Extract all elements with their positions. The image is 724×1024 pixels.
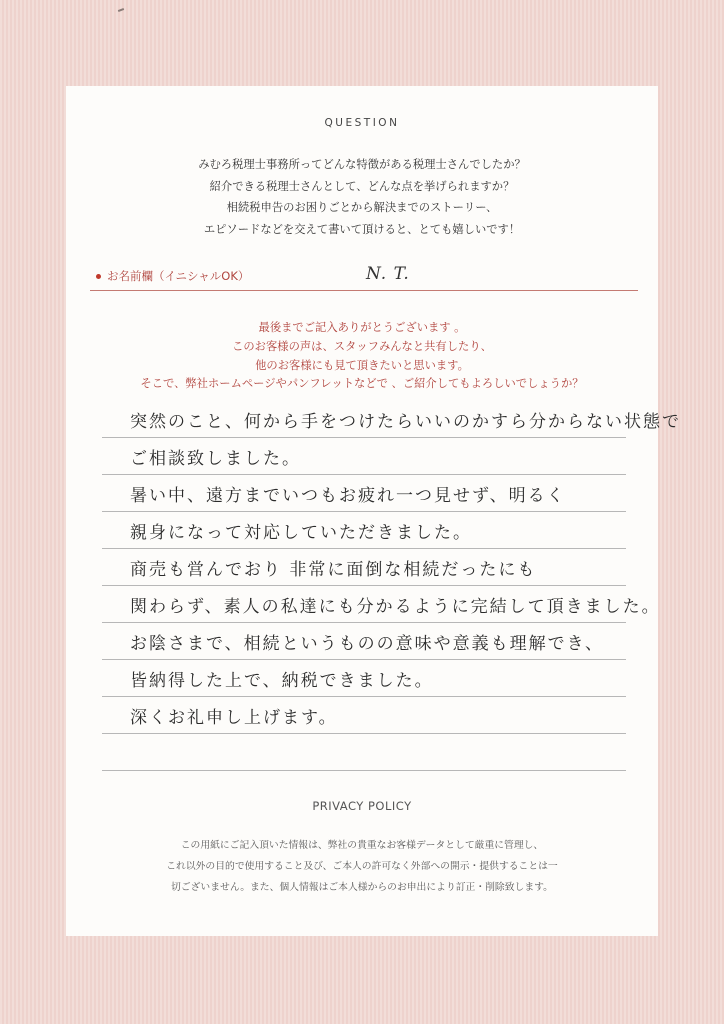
- privacy-policy-title: PRIVACY POLICY: [312, 799, 412, 813]
- answer-line-text: 皆納得した上で、納税できました。: [130, 671, 434, 691]
- thanks-line: 最後までご記入ありがとうございます 。: [258, 321, 466, 334]
- thanks-line: そこで、弊社ホームページやパンフレットなどで 、ご紹介してもよろしいでしょうか？: [140, 377, 584, 391]
- answer-line-text: ご相談致しました。: [130, 449, 301, 469]
- answer-line: [102, 660, 626, 697]
- intro-line: みむろ税理士事務所ってどんな特徴がある税理士さんでしたか？: [198, 158, 526, 171]
- bullet-icon: [96, 274, 101, 279]
- privacy-line: 切ございません。また、個人情報はご本人様からのお申出により訂正・削除致します。: [171, 882, 553, 893]
- answer-line-text: 突然のこと、何から手をつけたらいいのかすら分からない状態で: [130, 412, 681, 432]
- privacy-line: これ以外の目的で使用すること及び、ご本人の許可なく外部への開示・提供することは一: [166, 861, 558, 872]
- thanks-line: このお客様の声は、スタッフみんなと共有したり、: [232, 339, 492, 353]
- privacy-policy-text: [66, 835, 658, 898]
- scan-speck: [118, 8, 124, 12]
- answer-line: [102, 512, 626, 549]
- name-field-row: [90, 264, 638, 291]
- answer-line: [102, 403, 681, 438]
- thanks-message: [66, 319, 658, 394]
- intro-line: 相続税申告のお困りごとから解決までのストーリー、: [226, 201, 498, 214]
- answer-line-text: 関わらず、素人の私達にも分かるように完結して頂きました。: [130, 597, 661, 617]
- questionnaire-sheet: [66, 86, 681, 936]
- privacy-line: この用紙にご記入頂いた情報は、弊社の貴重なお客様データとして厳重に管理し、: [180, 840, 544, 851]
- intro-line: 紹介できる税理士さんとして、どんな点を挙げられますか？: [209, 179, 515, 193]
- name-field-label: [96, 268, 249, 284]
- answer-line: [102, 586, 661, 623]
- thanks-line: 他のお客様にも見て頂きたいと思います。: [255, 358, 469, 372]
- answer-line-text: 深くお礼申し上げます。: [130, 708, 338, 728]
- name-field-label-text: お名前欄（イニシャルOK）: [107, 269, 250, 283]
- answer-line-text: お陰さまで、相続というものの意味や意義も理解でき、: [130, 634, 604, 654]
- answer-line: [102, 734, 626, 771]
- answer-line: [102, 697, 626, 734]
- answer-line-text: 親身になって対応していただきました。: [130, 523, 472, 543]
- name-field-value: N. T.: [366, 264, 410, 284]
- question-intro: [66, 154, 658, 240]
- answer-line: [102, 438, 626, 475]
- intro-line: エピソードなどを交えて書いて頂けると、とても嬉しいです！: [203, 222, 521, 236]
- answer-line: [102, 549, 626, 586]
- question-title: QUESTION: [324, 117, 400, 129]
- handwritten-answer: [102, 403, 681, 771]
- answer-line-text: 暑い中、遠方までいつもお疲れ一つ見せず、明るく: [130, 486, 566, 506]
- answer-line-text: 商売も営んでおり 非常に面倒な相続だったにも: [130, 560, 537, 580]
- answer-line: [102, 623, 626, 660]
- answer-line: [102, 475, 626, 512]
